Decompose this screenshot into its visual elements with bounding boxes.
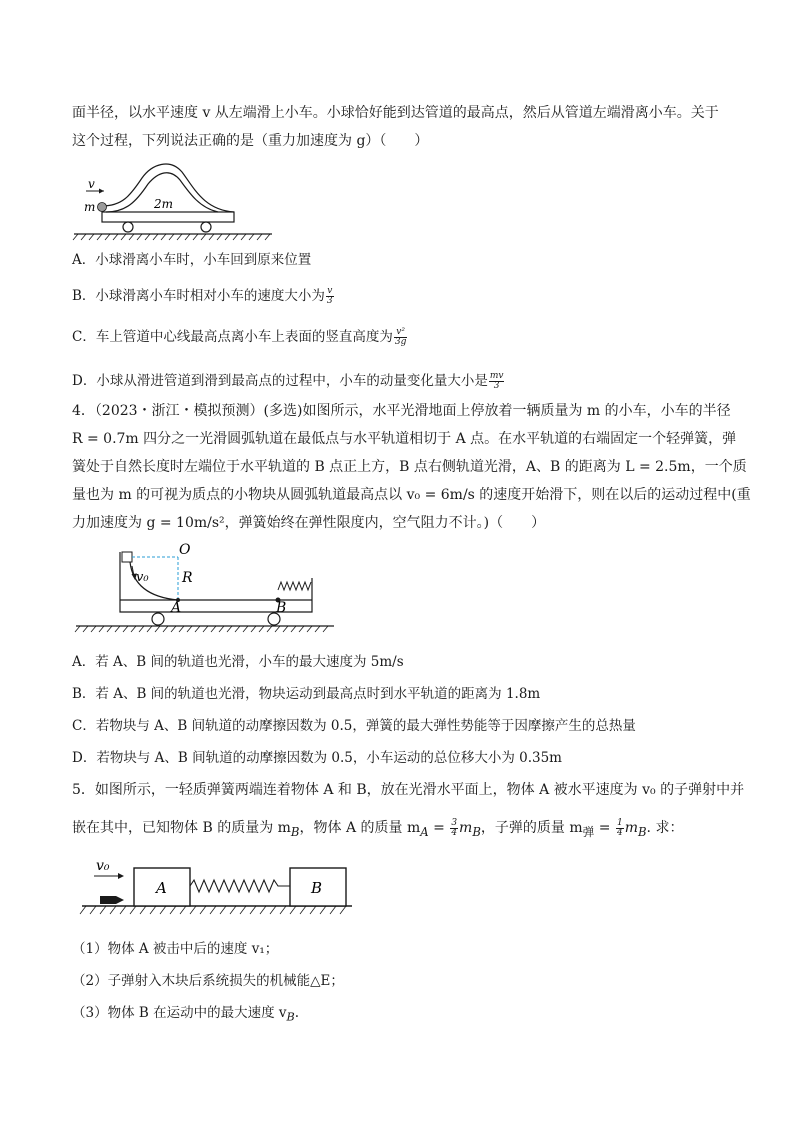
q5-line2-fraction-1-4 [616,819,624,838]
q3-option-b-fraction [326,287,334,306]
q5-sub-question-3-subscript: B [286,1010,295,1024]
q3-option-b-numerator: v [327,286,333,296]
q3-option-b-text: B．小球滑离小车时相对小车的速度大小为 [72,288,325,304]
q3-option-d-fraction [489,372,505,391]
q4-option-d: D．若物块与 A、B 间轨道的动摩擦因数为 0.5，小车运动的总位移大小为 0.35m [72,750,562,766]
q3-option-a: A．小球滑离小车时，小车回到原来位置 [72,252,312,268]
q4-option-a: A．若 A、B 间的轨道也光滑，小车的最大速度为 5m/s [72,654,404,670]
q5-stem-line2 [72,817,732,843]
q3-option-d-numerator: mv [489,371,504,381]
q4-option-b: B．若 A、B 间的轨道也光滑，物块运动到最高点时到水平轨道的距离为 1.8m [72,686,541,702]
q3-fig-label-v: v [88,177,95,191]
q5-line2-part-i: ，子弹的质量 m [480,820,583,836]
q3-option-c-numerator: v² [394,328,408,338]
q4-stem-line3: 簧处于自然长度时左端位于水平轨道的 B 点正上方，B 点右侧轨道光滑，A、B 的距离为 L = 2.5m，一个质 [72,459,747,475]
q3-figure-cart-with-tube [72,160,282,242]
q5-line2-sub-b-2: B [472,824,481,839]
q4-fig-label-a: A [171,600,182,616]
q5-fig-label-v0: v₀ [96,858,110,874]
q5-fraction-1-4-denominator: 4 [616,827,623,838]
q3-option-d-text: D．小球从滑进管道到滑到最高点的过程中，小车的动量变化量大小是 [72,373,488,389]
q4-fig-label-r: R [182,570,193,586]
q4-figure-cart-with-arc-and-spring [72,540,342,640]
q4-fig-label-v0: v₀ [136,570,149,585]
q4-fig-label-b: B [276,600,287,616]
q3-fig-label-m: m [84,200,96,214]
q5-line2-part-a: 嵌在其中，已知物体 B 的质量为 m [72,820,291,836]
q4-fig-label-o: O [179,542,191,558]
q3-option-c-denominator: 3g [394,337,407,347]
q5-line2-m-1: m [459,820,473,836]
q3-option-b [72,285,732,307]
q5-line2-sub-b-3: B [637,824,647,839]
q3-option-c-fraction [394,328,408,347]
q5-fraction-3-4-denominator: 4 [451,827,458,838]
q5-line2-m-2: m [624,820,638,836]
q5-line2-equals-1: = [428,820,450,836]
q5-line2-part-c: ，物体 A 的质量 m [299,820,421,836]
q3-stem-line2: 这个过程，下列说法正确的是（重力加速度为 g）（ ） [72,133,429,149]
q5-fig-label-a: A [156,879,167,897]
q4-stem-line2: R = 0.7m 四分之一光滑圆弧轨道在最低点与水平轨道相切于 A 点。在水平轨道的右端固定一个轻弹簧，弹 [72,431,737,447]
q5-fraction-1-4-numerator: 1 [616,817,623,828]
q5-figure-blocks-and-spring [72,850,362,922]
q3-option-b-denominator: 3 [326,296,333,306]
q3-option-c [72,326,732,348]
q3-stem-line1: 面半径，以水平速度 v 从左端滑上小车。小球恰好能到达管道的最高点，然后从管道左端滑离小车。关于 [72,105,719,121]
q5-fraction-3-4-numerator: 3 [451,817,458,828]
q3-option-c-text: C．车上管道中心线最高点离小车上表面的竖直高度为 [72,329,393,345]
q5-line2-sub-a: A [420,824,429,839]
q5-stem-line1: 5．如图所示，一轻质弹簧两端连着物体 A 和 B，放在光滑水平面上，物体 A 被水平速度为 v₀ 的子弹射中并 [72,782,745,798]
q4-stem-line1: 4．（2023・浙江・模拟预测）(多选)如图所示，水平光滑地面上停放着一辆质量为 m 的小车，小车的半径 [72,403,731,419]
q5-line2-equals-2: = [594,820,615,836]
q3-option-d-denominator: 3 [493,381,500,391]
q5-sub-question-3-text: （3）物体 B 在运动中的最大速度 v [72,1005,287,1021]
q5-sub-question-3-end: . [294,1005,300,1021]
q4-stem-line4: 量也为 m 的可视为质点的小物块从圆弧轨道最高点以 v₀ = 6m/s 的速度开始滑下，则在以后的运动过程中(重 [72,487,751,503]
q5-sub-question-1: （1）物体 A 被击中后的速度 v₁； [72,941,279,957]
q5-line2-fraction-3-4 [450,819,458,838]
q3-option-d [72,370,732,392]
q5-sub-question-3 [72,1002,732,1029]
q5-line2-part-o: . 求： [646,820,684,836]
q3-fig-label-2m: 2m [154,197,174,211]
q4-option-c: C．若物块与 A、B 间轨道的动摩擦因数为 0.5，弹簧的最大弹性势能等于因摩擦产生的总热量 [72,718,636,734]
q5-line2-sub-bullet: 弹 [582,824,595,839]
q5-sub-question-2: （2）子弹射入木块后系统损失的机械能△E； [72,973,344,989]
q5-fig-label-b: B [311,879,323,897]
q4-stem-line5: 力加速度为 g = 10m/s²，弹簧始终在弹性限度内，空气阻力不计。)（ ） [72,515,546,531]
q5-line2-sub-b: B [290,824,300,839]
